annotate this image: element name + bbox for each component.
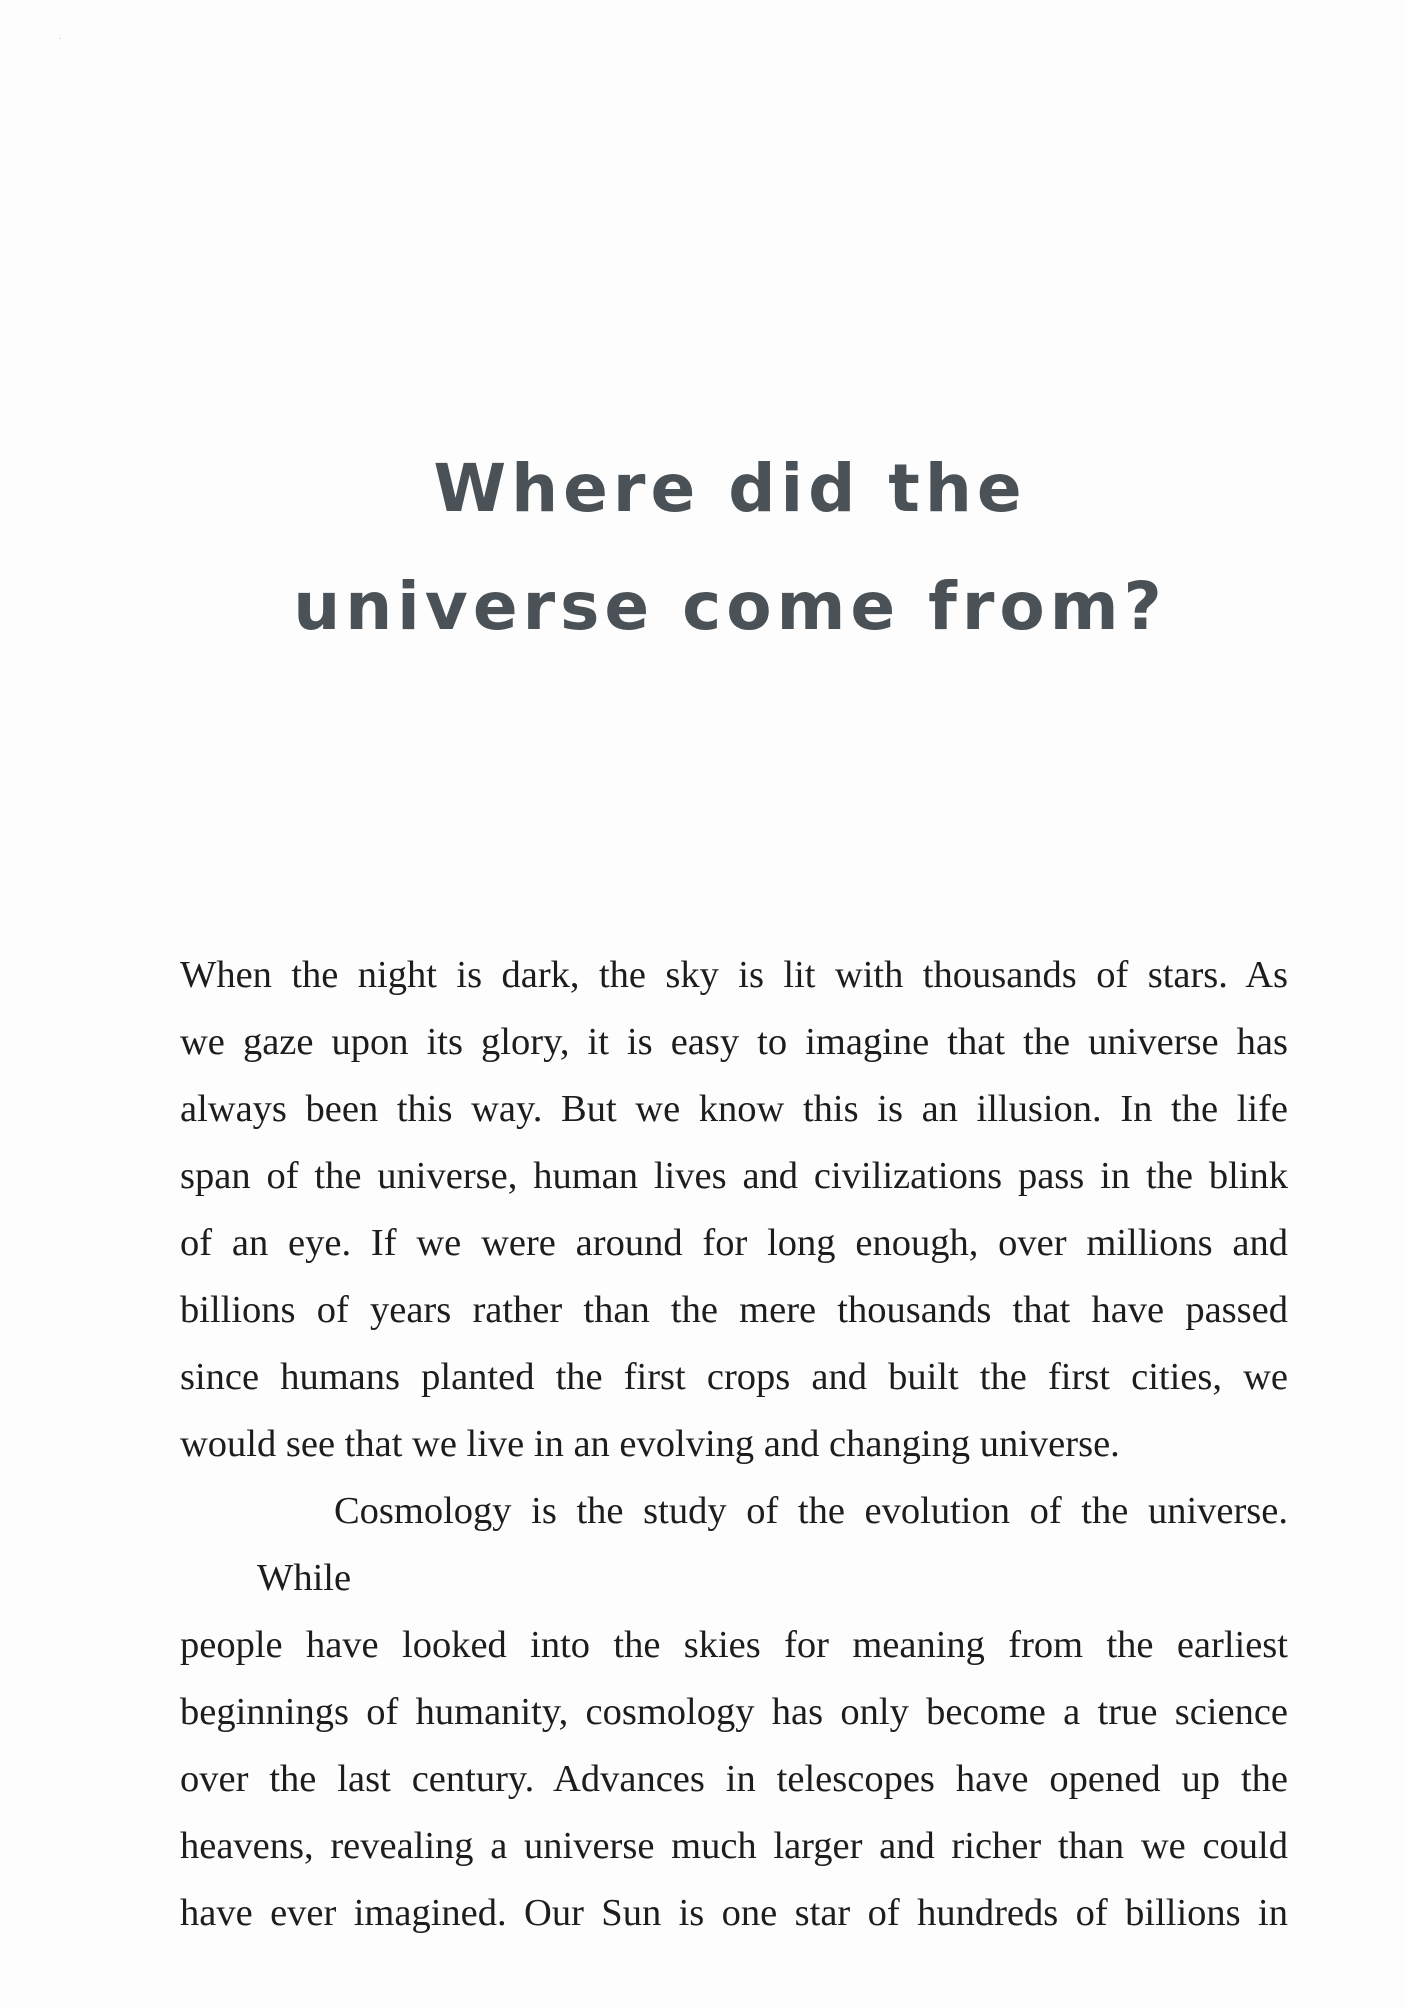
text-line: span of the universe, human lives and civilizations pass in the blink — [180, 1155, 1288, 1197]
text-line: billions of years rather than the mere thousands that have passed — [180, 1289, 1288, 1331]
text-line: heavens, revealing a universe much larger and richer than we could — [180, 1825, 1288, 1867]
text-line: we gaze upon its glory, it is easy to imagine that the universe has — [180, 1021, 1288, 1063]
text-line: since humans planted the first crops and built the first cities, we — [180, 1356, 1288, 1398]
text-line: people have looked into the skies for meaning from the earliest — [180, 1624, 1288, 1666]
body-text — [180, 942, 1288, 1947]
text-line: When the night is dark, the sky is lit with thousands of stars. As — [180, 954, 1288, 996]
text-line: have ever imagined. Our Sun is one star of hundreds of billions in — [180, 1892, 1288, 1934]
text-line: Cosmology is the study of the evolution of the universe. While — [257, 1490, 1288, 1599]
text-line: beginnings of humanity, cosmology has only become a true science — [180, 1691, 1288, 1733]
paragraph-1 — [180, 942, 1288, 1478]
paragraph-2 — [180, 1478, 1288, 1947]
chapter-heading-line-2: universe come from? — [293, 568, 1167, 645]
text-line: of an eye. If we were around for long enough, over millions and — [180, 1222, 1288, 1264]
chapter-heading — [0, 430, 1405, 666]
text-line: always been this way. But we know this is an illusion. In the life — [180, 1088, 1288, 1130]
text-line: over the last century. Advances in telescopes have opened up the — [180, 1758, 1288, 1800]
chapter-heading-line-1: Where did the — [433, 450, 1027, 527]
text-line: would see that we live in an evolving and changing universe. — [180, 1423, 1120, 1465]
scan-speck: · — [58, 34, 62, 45]
